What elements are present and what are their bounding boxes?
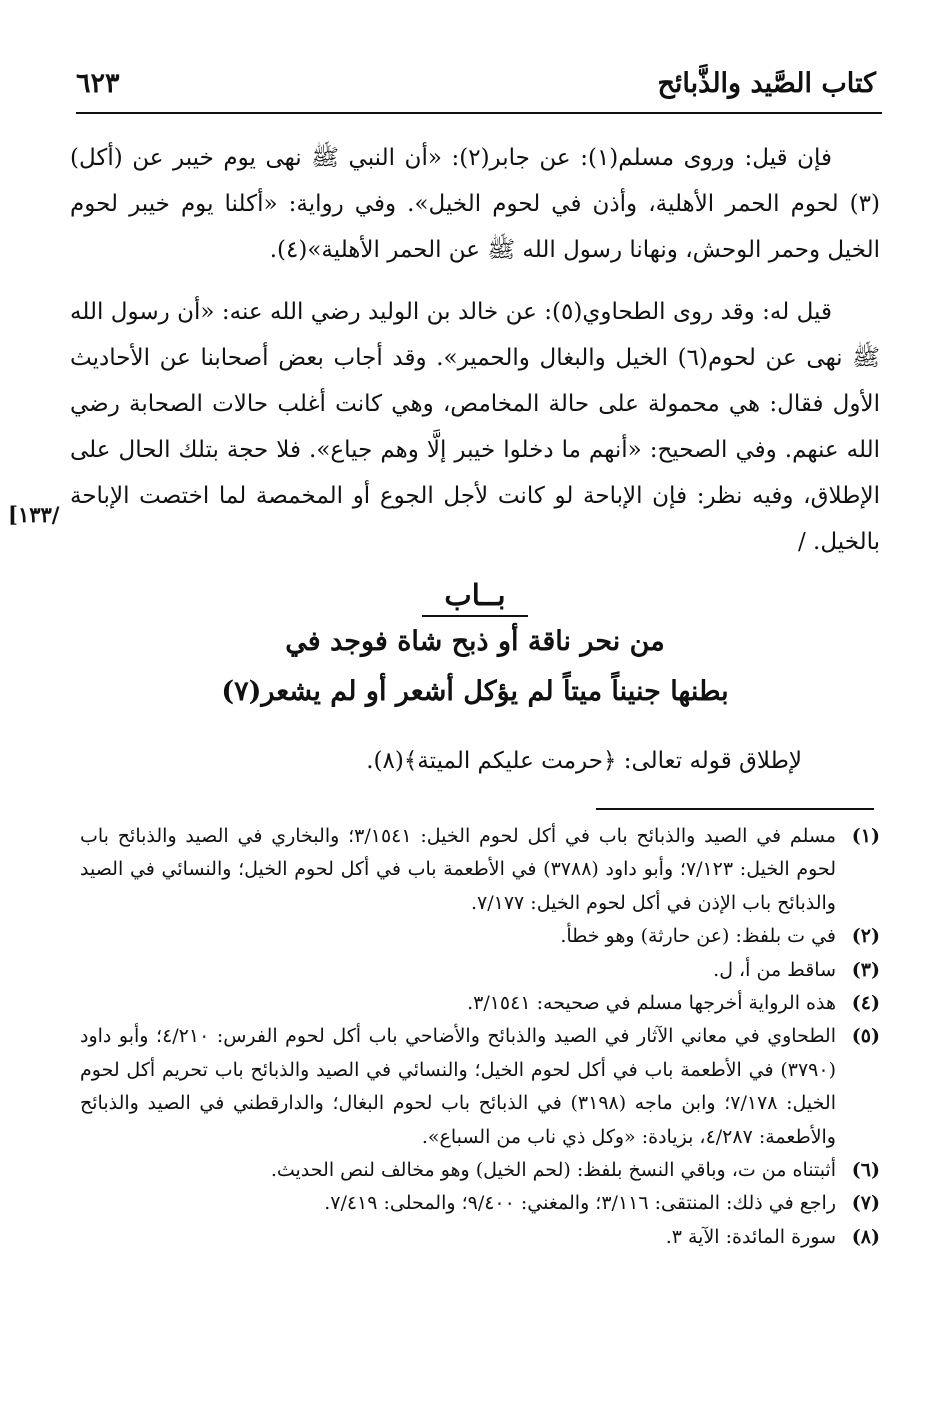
footnote	[80, 920, 880, 953]
footnote-number: (٨)	[851, 1225, 880, 1248]
footnote-number: (٤)	[851, 992, 880, 1015]
footnote-number: (٦)	[851, 1159, 880, 1182]
paragraph: فإن قيل: وروى مسلم(١): عن جابر(٢): «أن النبي ﷺ نهى يوم خيبر عن (أكل)(٣) لحوم الحمر الأهلية، وأذن في لحوم الخيل». وفي رواية: «أكلنا يوم خيبر لحوم الخيل وحمر الوحش، ونهانا رسول الله ﷺ عن الحمر الأهلية»(٤).	[70, 145, 880, 263]
footnote-text: هذه الرواية أخرجها مسلم في صحيحه: ٣/١٥٤١.	[467, 992, 836, 1015]
footnote	[80, 987, 880, 1020]
footnote	[80, 954, 880, 987]
main-text	[70, 135, 880, 581]
footnote	[80, 820, 880, 920]
footnote-separator	[596, 808, 874, 810]
margin-note: /١٣٣]	[8, 502, 60, 527]
footnote-text: ساقط من أ، ل.	[713, 958, 836, 981]
page-number: ٦٢٣	[76, 68, 120, 99]
book-title: كتاب الصَّيد والذَّبائح	[657, 68, 876, 99]
footnote	[80, 1221, 880, 1254]
footnote-number: (٢)	[851, 925, 880, 948]
footnote-number: (١)	[851, 825, 880, 847]
footnote-text: الطحاوي في معاني الآثار في الصيد والذبائح والأضاحي باب أكل لحوم الفرس: ٤/٢١٠؛ وأبو داود (٣٧٩٠) في الأطعمة باب في أكل لحوم الخيل؛ والنسائي في الصيد والذبائح باب تحريم أكل لحوم الخيل: ٧/١٧٨؛ وابن ماجه (٣١٩٨) في الذبائح باب لحوم البغال؛ والدارقطني في الصيد والذبائح والأطعمة: ٤/٢٨٧، بزيادة: «وكل ذي ناب من السباع».	[80, 1025, 836, 1148]
footnote-number: (٥)	[851, 1025, 880, 1048]
footnote-number: (٧)	[851, 1192, 880, 1215]
footnote	[80, 1020, 880, 1154]
verse-line: لإطلاق قوله تعالى: ﴿حرمت عليكم الميتة﴾(٨).	[366, 748, 802, 774]
footnote-text: أثبتناه من ت، وباقي النسخ بلفظ: (لحم الخيل) وهو مخالف لنص الحديث.	[270, 1159, 836, 1182]
footnote-text: راجع في ذلك: المنتقى: ٣/١١٦؛ والمغني: ٩/٤٠٠؛ والمحلى: ٧/٤١٩.	[324, 1192, 836, 1215]
page-header	[76, 62, 876, 110]
footnote	[80, 1187, 880, 1220]
footnotes	[80, 820, 880, 1254]
paragraph: قيل له: وقد روى الطحاوي(٥): عن خالد بن الوليد رضي الله عنه: «أن رسول الله ﷺ نهى عن لحوم(٦) الخيل والبغال والحمير». وقد أجاب بعض أصحابنا عن الأحاديث الأول فقال: هي محمولة على حالة المخامص، وهي كانت أغلب حالات الصحابة رضي الله عنهم. وفي الصحيح: «أنهم ما دخلوا خيبر إلَّا وهم جياع». فلا حجة بتلك الحال على الإطلاق، وفيه نظر: فإن الإباحة لو كانت لأجل الجوع أو المخمصة لما اختصت الإباحة بالخيل. /	[70, 299, 880, 555]
footnote-text: في ت بلفظ: (عن حارثة) وهو خطأ.	[560, 925, 836, 948]
footnote-text: مسلم في الصيد والذبائح باب في أكل لحوم الخيل: ٣/١٥٤١؛ والبخاري في الصيد والذبائح باب لحوم الخيل: ٧/١٢٣؛ وأبو داود (٣٧٨٨) في الأطعمة باب في أكل لحوم الخيل؛ والنسائي في الصيد والذبائح باب الإذن في أكل لحوم الخيل: ٧/١٧٧.	[80, 825, 836, 914]
footnote	[80, 1154, 880, 1187]
chapter-title-line: بطنها جنيناً ميتاً لم يؤكل أشعر أو لم يشعر(٧)	[221, 676, 729, 707]
footnote-text: سورة المائدة: الآية ٣.	[665, 1225, 836, 1248]
chapter-heading	[70, 578, 880, 717]
footnote-number: (٣)	[851, 958, 880, 981]
chapter-label: بــاب	[422, 578, 527, 617]
chapter-title-line: من نحر ناقة أو ذبح شاة فوجد في	[285, 626, 665, 657]
header-rule	[76, 112, 882, 114]
